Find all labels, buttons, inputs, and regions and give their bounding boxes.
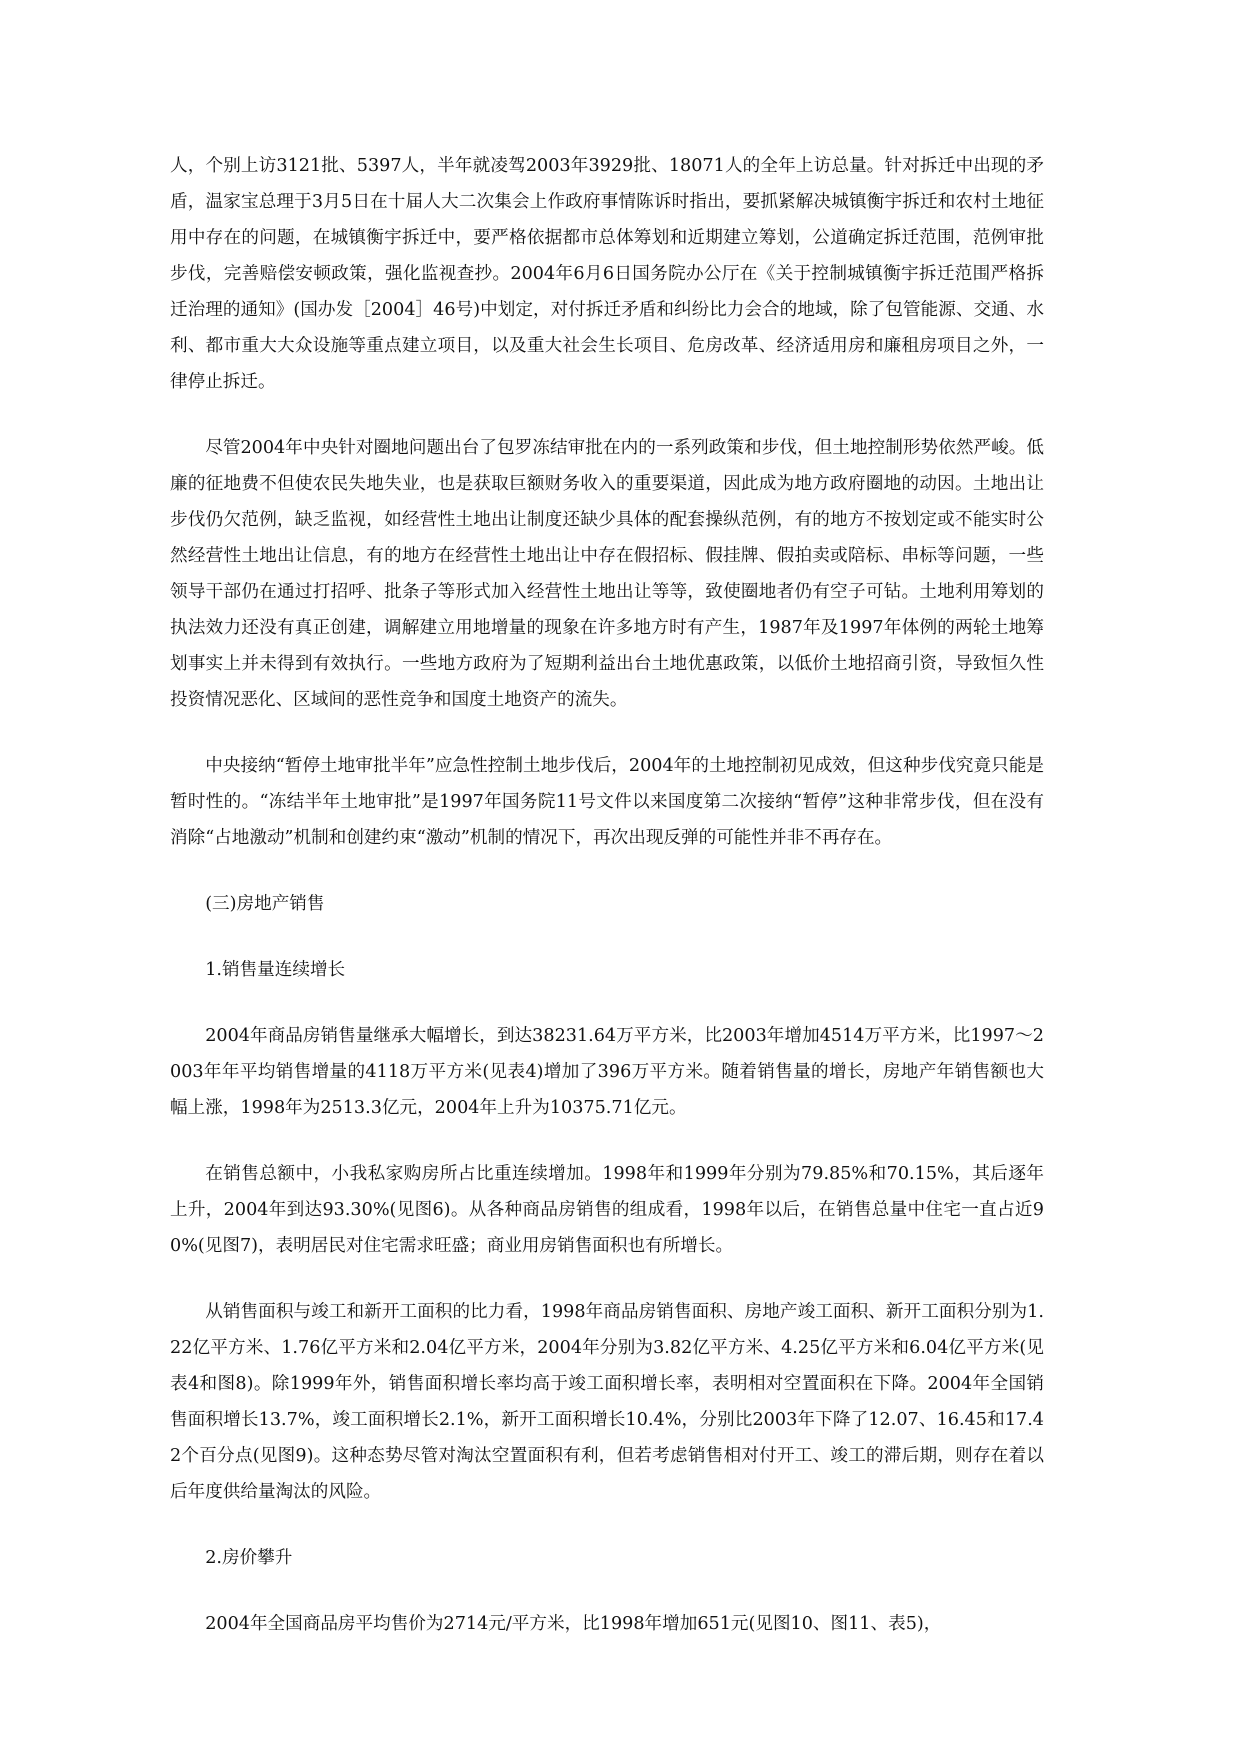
section-heading-real-estate-sales: (三)房地产销售 — [205, 894, 325, 914]
paragraph-approval-freeze: 中央接纳“暂停土地审批半年”应急性控制土地步伐后，2004年的土地控制初见成效，但这种步伐究竟只能是暂时性的。“冻结半年土地审批”是1997年国务院11号文件以来国度第二次接纳“暂停”这种非常步伐，但在没有消除“占地激动”机制和创建约束“激动”机制的情况下，再次出现反弹的可能性并非不再存在。 — [170, 756, 1044, 848]
paragraph-demolition-policy: 人，个别上访3121批、5397人，半年就凌驾2003年3929批、18071人的全年上访总量。针对拆迁中出现的矛盾，温家宝总理于3月5日在十届人大二次集会上作政府事情陈诉时指出，要抓紧解决城镇衡宇拆迁和农村土地征用中存在的问题，在城镇衡宇拆迁中，要严格依据都市总体筹划和近期建立筹划，公道确定拆迁范围，范例审批步伐，完善赔偿安顿政策，强化监视查抄。2004年6月6日国务院办公厅在《关于控制城镇衡宇拆迁范围严格拆迁治理的通知》(国办发［2004］46号)中划定，对付拆迁矛盾和纠纷比力会合的地域，除了包管能源、交通、水利、都市重大大众设施等重点建立项目，以及重大社会生长项目、危房改革、经济适用房和廉租房项目之外，一律停止拆迁。 — [170, 156, 1044, 392]
paragraph-land-control: 尽管2004年中央针对圈地问题出台了包罗冻结审批在内的一系列政策和步伐，但土地控制形势依然严峻。低廉的征地费不但使农民失地失业，也是获取巨额财务收入的重要渠道，因此成为地方政府圈地的动因。土地出让步伐仍欠范例，缺乏监视，如经营性土地出让制度还缺少具体的配套操纵范例，有的地方不按划定或不能实时公然经营性土地出让信息，有的地方在经营性土地出让中存在假招标、假挂牌、假拍卖或陪标、串标等问题，一些领导干部仍在通过打招呼、批条子等形式加入经营性土地出让等等，致使圈地者仍有空子可钻。土地利用筹划的执法效力还没有真正创建，调解建立用地增量的现象在许多地方时有产生，1987年及1997年体例的两轮土地筹划事实上并未得到有效执行。一些地方政府为了短期利益出台土地优惠政策，以低价土地招商引资，导致恒久性投资情况恶化、区域间的恶性竞争和国度土地资产的流失。 — [170, 438, 1044, 710]
subheading-price-rise: 2.房价攀升 — [205, 1548, 293, 1568]
paragraph-average-price: 2004年全国商品房平均售价为2714元/平方米，比1998年增加651元(见图10、图11、表5)， — [205, 1614, 942, 1634]
subheading-sales-growth: 1.销售量连续增长 — [205, 960, 346, 980]
paragraph-area-comparison: 从销售面积与竣工和新开工面积的比力看，1998年商品房销售面积、房地产竣工面积、新开工面积分别为1.22亿平方米、1.76亿平方米和2.04亿平方米，2004年分别为3.82亿平方米、4.25亿平方米和6.04亿平方米(见表4和图8)。除1999年外，销售面积增长率均高于竣工面积增长率，表明相对空置面积在下降。2004年全国销售面积增长13.7%，竣工面积增长2.1%，新开工面积增长10.4%，分别比2003年下降了12.07、16.45和17.42个百分点(见图9)。这种态势尽管对淘汰空置面积有利，但若考虑销售相对付开工、竣工的滞后期，则存在着以后年度供给量淘汰的风险。 — [170, 1302, 1044, 1502]
paragraph-personal-purchase: 在销售总额中，小我私家购房所占比重连续增加。1998年和1999年分别为79.85%和70.15%，其后逐年上升，2004年到达93.30%(见图6)。从各种商品房销售的组成看，1998年以后，在销售总量中住宅一直占近90%(见图7)，表明居民对住宅需求旺盛；商业用房销售面积也有所增长。 — [170, 1164, 1044, 1256]
paragraph-sales-volume: 2004年商品房销售量继承大幅增长，到达38231.64万平方米，比2003年增加4514万平方米，比1997～2003年年平均销售增量的4118万平方米(见表4)增加了396万平方米。随着销售量的增长，房地产年销售额也大幅上涨，1998年为2513.3亿元，2004年上升为10375.71亿元。 — [170, 1026, 1044, 1118]
document-page — [170, 148, 1044, 1642]
